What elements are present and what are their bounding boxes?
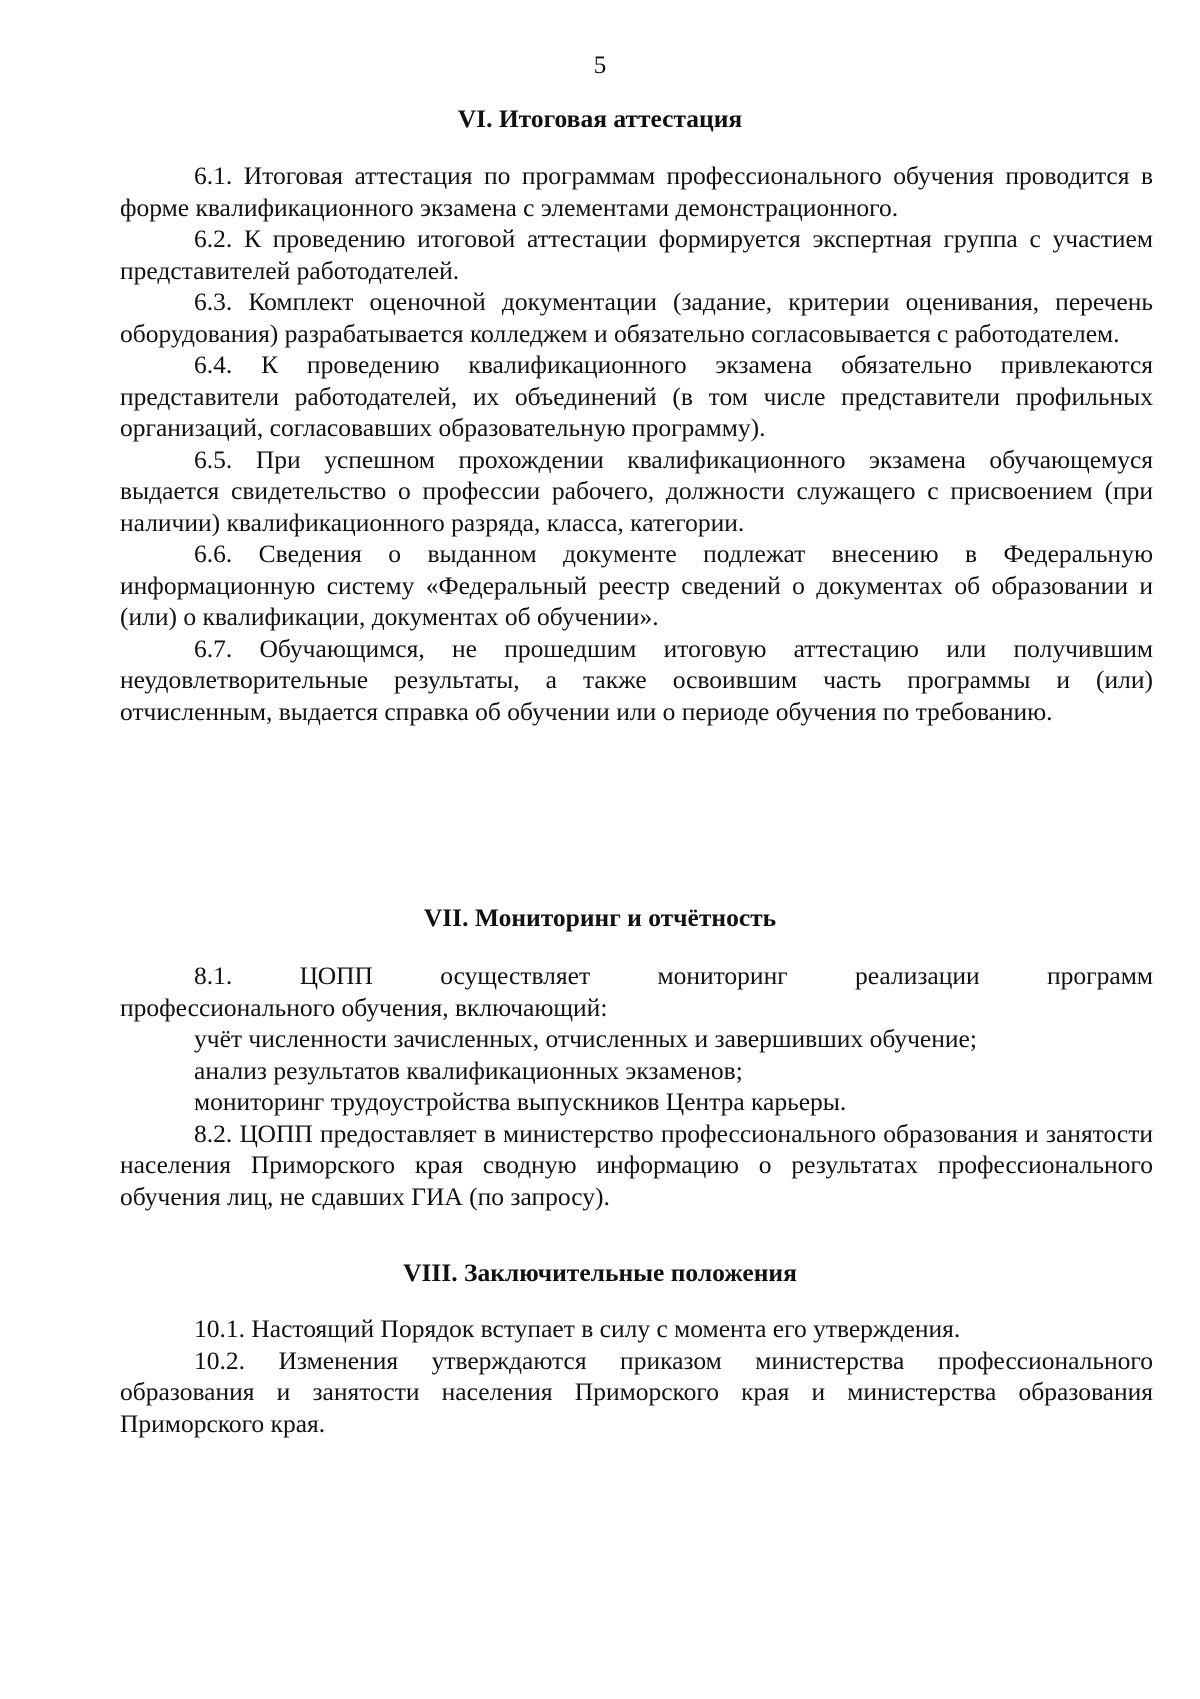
page-number: 5 bbox=[593, 52, 607, 79]
section-heading-final-provisions: VIII. Заключительные положения bbox=[403, 1258, 797, 1287]
section-heading-monitoring: VII. Мониторинг и отчётность bbox=[423, 903, 777, 932]
paragraph-10-1: 10.1. Настоящий Порядок вступает в силу с момента его утверждения. bbox=[194, 1314, 961, 1343]
paragraph-8-1-continuation: профессионального обучения, включающий: bbox=[120, 992, 608, 1022]
list-item-employment-monitoring: мониторинг трудоустройства выпускников Центра карьеры. bbox=[194, 1087, 847, 1116]
paragraph-8-1-first-line: 8.1. ЦОПП осуществляет мониторинг реализации программ bbox=[194, 961, 1153, 990]
paragraph-10-2: 10.2. Изменения утверждаются приказом министерства профессионального образования и занятости населения Приморского края и министерства образования Приморского края. bbox=[120, 1345, 1153, 1438]
list-item-enrollment-count: учёт численности зачисленных, отчисленных и завершивших обучение; bbox=[194, 1024, 977, 1053]
paragraph-6-4: 6.4. К проведению квалификационного экзамена обязательно привлекаются представители работодателей, их объединений (в том числе представители профильных организаций, согласовавших образовательную программу). bbox=[120, 350, 1153, 442]
paragraph-6-7: 6.7. Обучающимся, не прошедшим итоговую аттестацию или получившим неудовлетворительные результаты, а также освоившим часть программы и (или) отчисленным, выдается справка об обучении или о периоде обучения по требованию. bbox=[120, 633, 1153, 726]
section-monitoring-body bbox=[120, 960, 1153, 1212]
paragraph-6-1: 6.1. Итоговая аттестация по программам профессионального обучения проводится в форме квалификационного экзамена с элементами демонстрационного. bbox=[120, 161, 1153, 222]
paragraph-6-2: 6.2. К проведению итоговой аттестации формируется экспертная группа с участием представителей работодателей. bbox=[120, 224, 1153, 285]
section-final-provisions-body bbox=[120, 1313, 1153, 1439]
section-final-attestation-body bbox=[120, 160, 1153, 727]
list-item-exam-analysis: анализ результатов квалификационных экзаменов; bbox=[194, 1055, 743, 1085]
paragraph-6-6: 6.6. Сведения о выданном документе подлежат внесению в Федеральную информационную систему «Федеральный реестр сведений о документах об образовании и (или) о квалификации, документах об обучении». bbox=[120, 539, 1153, 631]
paragraph-6-3: 6.3. Комплект оценочной документации (задание, критерии оценивания, перечень оборудования) разрабатывается колледжем и обязательно согласовывается с работодателем. bbox=[120, 287, 1153, 348]
paragraph-6-5: 6.5. При успешном прохождении квалификационного экзамена обучающемуся выдается свидетельство о профессии рабочего, должности служащего с присвоением (при наличии) квалификационного разряда, класса, категории. bbox=[120, 444, 1153, 537]
paragraph-8-2: 8.2. ЦОПП предоставляет в министерство профессионального образования и занятости населения Приморского края сводную информацию о результатах профессионального обучения лиц, не сдавших ГИА (по запросу). bbox=[120, 1118, 1153, 1211]
section-heading-final-attestation: VI. Итоговая аттестация bbox=[457, 104, 743, 133]
